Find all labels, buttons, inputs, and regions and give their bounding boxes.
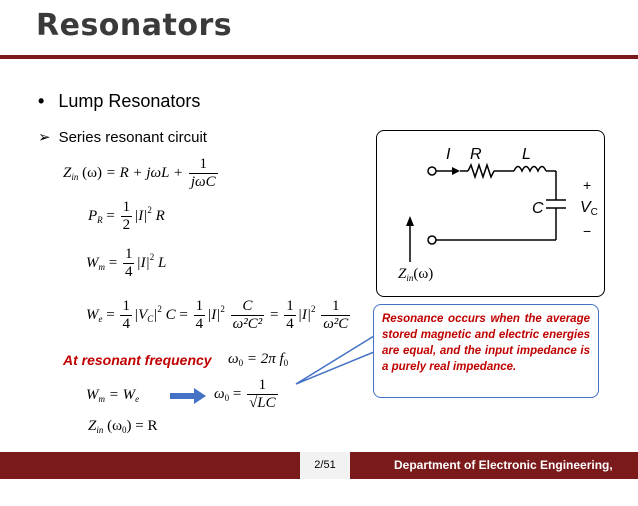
eq-wm-symbol: W [86,387,99,403]
terminal-top [428,167,436,175]
frac-den: 4 [122,316,130,332]
circuit-label-i: I [446,146,451,163]
frac-num: 1 [195,298,204,314]
frac-den: ω²C [323,316,349,332]
eq-sign: = [232,385,242,402]
page-title: Resonators [36,8,233,43]
sup-two: 2 [220,303,225,314]
sup-two: 2 [157,303,162,314]
eq-we-c: C [165,306,176,323]
frac-den: 4 [124,264,133,280]
eq-wm-sub: m [98,394,105,404]
eq-pr-frac [121,199,133,234]
resistor-symbol [468,165,494,177]
eq-w0-symbol: ω [228,351,239,367]
abs-i: |I| [207,306,221,323]
zin-arg: (ω) [413,266,434,282]
circuit-label-plus: + [583,177,592,193]
eq-we-symbol: W [86,306,99,323]
eq-zin-w0-rhs: ) = R [126,418,158,434]
abs-i: |I| [134,207,148,224]
vc-sub: C [590,207,598,218]
eq-zin-symbol: Z [88,418,97,434]
sup-two: 2 [147,204,152,215]
zin-symbol: Z [398,266,407,282]
callout-pointer [280,330,380,390]
frac-num: 1 [122,199,131,215]
eq-sign: = [179,306,188,323]
eq-f0-sub: 0 [283,358,289,368]
eq-we [86,298,352,333]
sqrt-arg: LC [257,395,276,411]
eq-w0-rhs: = 2π f [246,351,284,367]
circuit-label-minus: − [583,223,592,239]
frac-den: 4 [286,316,294,332]
department-name: Department of Electronic Engineering, NTUT [394,458,613,499]
circuit-label-c: C [532,200,544,217]
eq-sign: = [269,306,279,323]
frac-num: 1 [258,377,267,393]
bullet2-text: Series resonant circuit [58,129,207,146]
eq-wm-sub: m [98,261,105,272]
terminal-bottom [428,236,436,244]
callout-text: Resonance occurs when the average stored magnetic and electric energies are equal, and the input impedance is a purely real impedance. [382,313,590,373]
eq-pr-r: R [155,207,165,224]
eq-wm [86,246,166,281]
eq-w0-sub: 0 [238,358,244,368]
frac-den: jωC [190,174,216,190]
eq-zin-sub: in [71,171,79,182]
vc-symbol: V [580,199,591,216]
abs-i: |I| [297,306,311,323]
eq-wm-l: L [157,254,167,271]
abs-close: | [153,306,158,323]
eq-zin [63,156,220,191]
sup-two: 2 [149,251,155,262]
page-number: 2/51 [300,452,350,479]
eq-sign: = [106,207,115,224]
implies-arrow-icon [170,388,206,404]
resonant-frequency-label: At resonant frequency [63,352,212,368]
circuit-label-zin [398,266,433,283]
title-divider [0,55,638,59]
circuit-label-vc [580,199,598,218]
eq-we-frac3 [231,298,265,333]
eq-w0-sub: 0 [121,425,127,435]
frac-den [247,394,278,412]
abs-i: |I| [136,254,150,271]
eq-w0-frac [247,377,278,412]
eq-sign: = [106,306,115,323]
zin-arrow-icon [406,216,414,226]
abs-vc: |V [133,306,148,323]
eq-we-frac2 [194,298,206,333]
eq-pr-symbol: P [88,207,98,224]
frac-den: 2 [122,217,131,233]
eq-we-rhs: = W [108,387,136,403]
eq-zin-w0-arg: (ω [107,418,122,434]
vc-sub: C [147,313,154,324]
eq-sign: = [108,254,118,271]
frac-num: 1 [122,298,130,314]
frac-num: 1 [199,156,207,172]
eq-pr [88,199,165,234]
bullet1-text: Lump Resonators [58,91,201,111]
bullet-dot-icon: • [38,91,45,111]
circuit-label-l: L [522,146,531,163]
eq-w0-symbol: ω [214,385,225,402]
frac-num: C [242,298,253,314]
frac-num: 1 [286,298,294,314]
resonance-callout [373,304,599,398]
eq-w0-sqrt [214,377,280,412]
eq-pr-sub: R [97,214,103,225]
eq-we-sub: e [135,394,140,404]
eq-zin-sub: in [96,425,104,435]
eq-w0-sub: 0 [224,392,230,403]
eq-zin-arg: (ω) [82,164,102,181]
eq-zin-w0 [88,418,157,435]
frac-den: 4 [195,316,204,332]
circuit-label-r: R [470,146,482,163]
sup-two: 2 [310,303,316,314]
inductor-symbol [514,167,546,172]
eq-we-frac1 [120,298,132,333]
bullet-series-resonant [38,128,207,146]
frac-num: 1 [332,298,340,314]
frac-den: ω²C² [232,316,263,332]
frac-num: 1 [124,246,133,262]
current-arrow-icon [452,167,460,175]
bullet-lump-resonators [38,91,200,112]
eq-zin-symbol: Z [63,164,72,181]
eq-wm-we [86,387,139,404]
eq-we-frac5 [321,298,350,333]
arrow-bullet-icon: ➢ [38,129,51,146]
eq-we-sub: e [98,313,103,324]
eq-we-frac4 [284,298,296,333]
eq-wm-symbol: W [86,254,99,271]
zin-sub: in [406,273,414,283]
eq-zin-rhs: = R + jωL + [105,164,184,181]
eq-wm-frac [123,246,135,281]
eq-zin-frac [189,156,218,191]
sqrt-icon: √ [249,395,258,411]
